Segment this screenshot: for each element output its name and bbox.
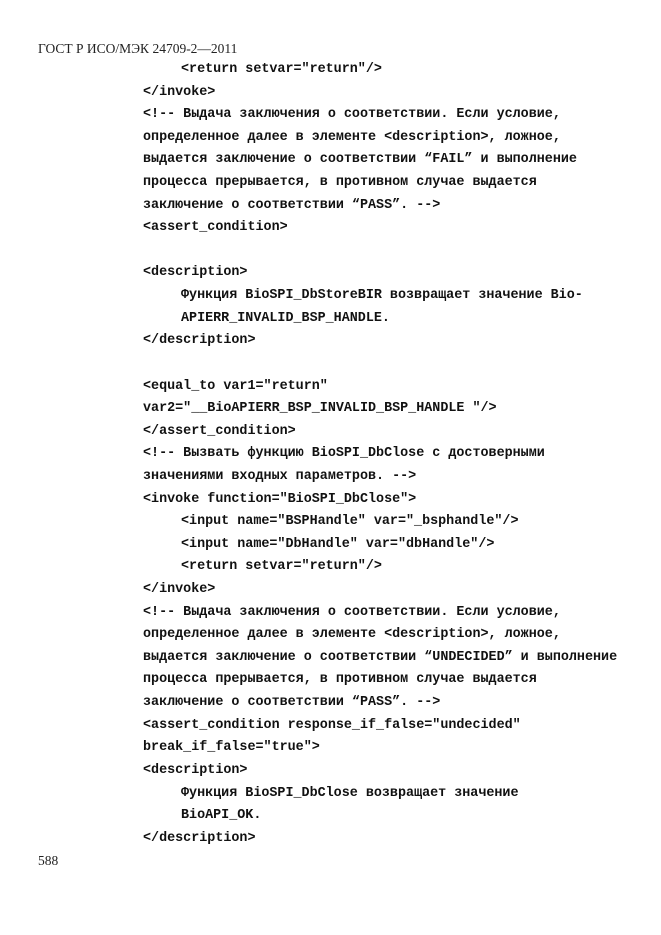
code-line: </description> xyxy=(143,333,256,349)
code-line: <!-- Выдача заключения о соответствии. Если условие, xyxy=(143,107,561,123)
code-line: </description> xyxy=(143,830,256,846)
code-line: <assert_condition> xyxy=(143,220,288,236)
code-line: <equal_to var1="return" xyxy=(143,378,328,394)
document-header: ГОСТ Р ИСО/МЭК 24709-2—2011 xyxy=(38,41,238,56)
code-line: break_if_false="true"> xyxy=(143,740,320,756)
blank-line xyxy=(143,240,617,263)
code-line: var2="__BioAPIERR_BSP_INVALID_BSP_HANDLE "/> xyxy=(143,401,497,417)
code-line: выдается заключение о соответствии “FAIL” и выполнение xyxy=(143,152,577,168)
code-line: <description> xyxy=(143,762,248,778)
code-line: <!-- Выдача заключения о соответствии. Если условие, xyxy=(143,604,561,620)
code-line: процесса прерывается, в противном случае выдается xyxy=(143,672,537,688)
code-line: <input name="DbHandle" var="dbHandle"/> xyxy=(181,536,495,552)
page-number: 588 xyxy=(38,853,59,868)
code-line: <assert_condition response_if_false="undecided" xyxy=(143,717,521,733)
code-line: <return setvar="return"/> xyxy=(181,62,382,77)
code-line: <return setvar="return"/> xyxy=(181,559,382,575)
code-line: </invoke> xyxy=(143,84,216,100)
code-line: значениями входных параметров. --> xyxy=(143,468,417,484)
code-line: процесса прерывается, в противном случае выдается xyxy=(143,175,537,191)
code-line: Функция BioSPI_DbClose возвращает значение xyxy=(181,785,519,801)
code-line: определенное далее в элементе <description>, ложное, xyxy=(143,627,561,643)
code-line: определенное далее в элементе <description>, ложное, xyxy=(143,129,561,145)
code-listing xyxy=(143,59,617,850)
blank-line xyxy=(143,353,617,376)
code-line: заключение о соответствии “PASS”. --> xyxy=(143,197,441,213)
code-line: BioAPI_OK. xyxy=(181,808,262,824)
code-line: <invoke function="BioSPI_DbClose"> xyxy=(143,491,417,507)
code-line: <!-- Вызвать функцию BioSPI_DbClose с достоверными xyxy=(143,446,545,462)
code-line: </invoke> xyxy=(143,582,216,598)
code-line: <description> xyxy=(143,265,248,281)
code-line: заключение о соответствии “PASS”. --> xyxy=(143,695,441,711)
code-line: <input name="BSPHandle" var="_bsphandle"/> xyxy=(181,514,519,530)
code-line: выдается заключение о соответствии “UNDECIDED” и выполнение xyxy=(143,649,618,665)
code-line: </assert_condition> xyxy=(143,423,296,439)
code-line: APIERR_INVALID_BSP_HANDLE. xyxy=(181,310,390,326)
code-line: Функция BioSPI_DbStoreBIR возвращает значение Bio- xyxy=(181,288,583,304)
